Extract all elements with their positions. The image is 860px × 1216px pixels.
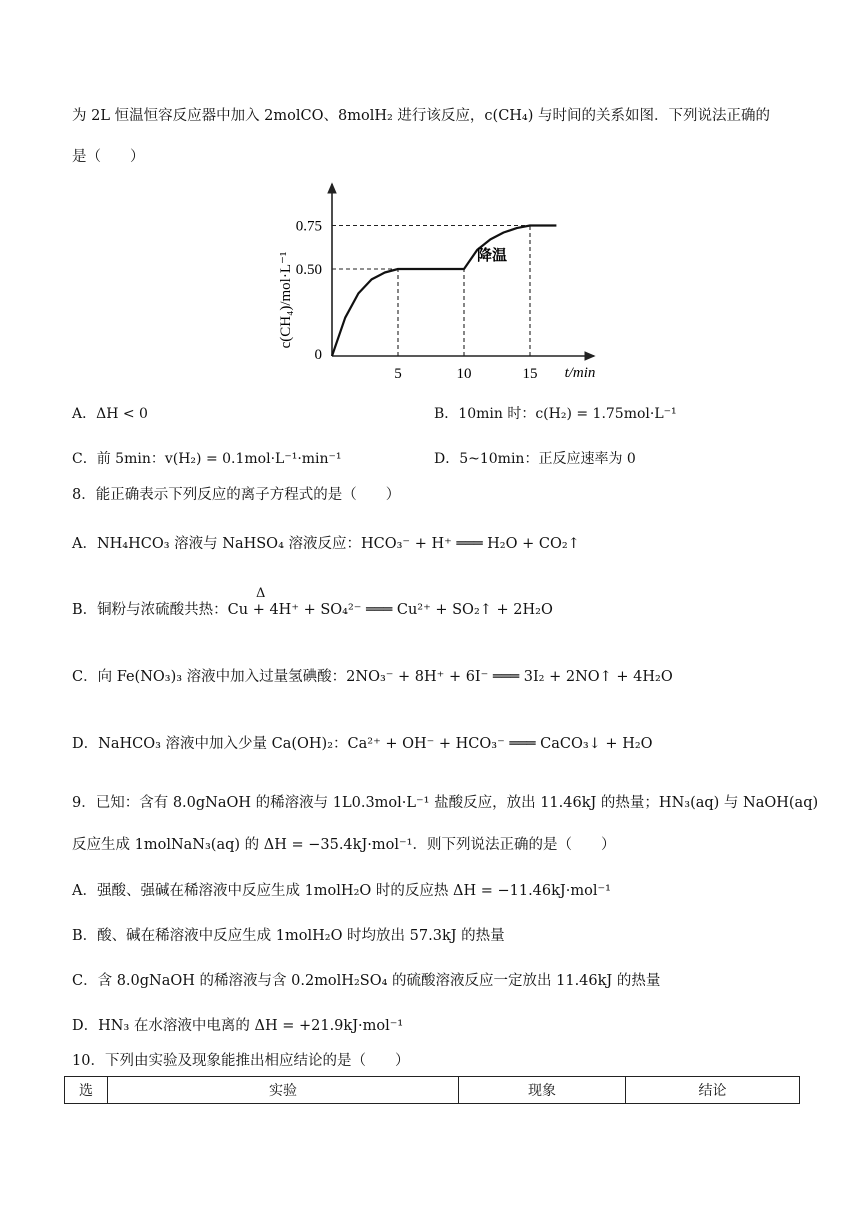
y-tick-label-2: 0.75 xyxy=(295,218,322,235)
header-phenomenon: 现象 xyxy=(459,1077,626,1104)
y-tick-label-1: 0.50 xyxy=(295,262,322,278)
chart-svg xyxy=(262,180,607,385)
q9-option-b: B．酸、碱在稀溶液中反应生成 1molH₂O 时均放出 57.3kJ 的热量 xyxy=(72,928,505,944)
header-option: 选 xyxy=(65,1077,108,1104)
q7-option-d: D．5~10min：正反应速率为 0 xyxy=(434,451,636,467)
plot-area xyxy=(296,184,594,382)
q8-option-b: B．铜粉与浓硫酸共热：Cu + 4H⁺ + SO₄²⁻ ═══ Cu²⁺ + SO₂↑ + 2H₂O xyxy=(72,602,553,618)
table-header-row xyxy=(65,1077,800,1104)
x-axis-label: t/min xyxy=(564,365,596,381)
q9-stem-line1: 9．已知：含有 8.0gNaOH 的稀溶液与 1L0.3mol·L⁻¹ 盐酸反应，放出 11.46kJ 的热量；HN₃(aq) 与 NaOH(aq) xyxy=(72,795,819,811)
x-tick-label-5: 5 xyxy=(394,366,402,382)
q9-option-a: A．强酸、强碱在稀溶液中反应生成 1molH₂O 时的反应热 ΔH = −11.46kJ·mol⁻¹ xyxy=(72,883,611,899)
q8-option-a: A．NH₄HCO₃ 溶液与 NaHSO₄ 溶液反应：HCO₃⁻ + H⁺ ═══ H₂O + CO₂↑ xyxy=(72,536,580,552)
q10-table xyxy=(64,1076,800,1104)
annotation-cooling: 降温 xyxy=(477,248,508,264)
q10-stem: 10．下列由实验及现象能推出相应结论的是（ ） xyxy=(72,1053,410,1069)
q7-stem-line2: 是（ ） xyxy=(72,149,145,165)
series-ch4-line xyxy=(332,226,556,357)
q8-stem: 8．能正确表示下列反应的离子方程式的是（ ） xyxy=(72,487,401,503)
q9-stem-line2: 反应生成 1molNaN₃(aq) 的 ΔH = −35.4kJ·mol⁻¹．则下列说法正确的是（ ） xyxy=(72,837,616,853)
q7-option-a: A．ΔH < 0 xyxy=(72,406,148,422)
x-tick-label-15: 15 xyxy=(522,366,538,382)
q7-option-c: C．前 5min：v(H₂) = 0.1mol·L⁻¹·min⁻¹ xyxy=(72,451,342,467)
header-experiment: 实验 xyxy=(108,1077,459,1104)
q9-option-d: D．HN₃ 在水溶液中电离的 ΔH = +21.9kJ·mol⁻¹ xyxy=(72,1018,404,1034)
q8-option-b-delta: Δ xyxy=(256,586,266,601)
y-axis-label: c(CH₄)/mol·L⁻¹ xyxy=(278,251,294,349)
header-conclusion: 结论 xyxy=(626,1077,800,1104)
q8-option-d: D．NaHCO₃ 溶液中加入少量 Ca(OH)₂：Ca²⁺ + OH⁻ + HCO₃⁻ ═══ CaCO₃↓ + H₂O xyxy=(72,736,653,752)
q9-option-c: C．含 8.0gNaOH 的稀溶液与含 0.2molH₂SO₄ 的硫酸溶液反应一定放出 11.46kJ 的热量 xyxy=(72,973,661,989)
q8-option-c: C．向 Fe(NO₃)₃ 溶液中加入过量氢碘酸：2NO₃⁻ + 8H⁺ + 6I⁻ ═══ 3I₂ + 2NO↑ + 4H₂O xyxy=(72,669,673,685)
y-tick-label-0: 0 xyxy=(314,347,322,363)
q7-option-b: B．10min 时：c(H₂) = 1.75mol·L⁻¹ xyxy=(434,406,677,422)
q7-stem-line1: 为 2L 恒温恒容反应器中加入 2molCO、8molH₂ 进行该反应，c(CH₄) 与时间的关系如图．下列说法正确的 xyxy=(72,108,771,124)
x-tick-label-10: 10 xyxy=(456,366,472,382)
ch4-concentration-chart xyxy=(262,180,607,389)
